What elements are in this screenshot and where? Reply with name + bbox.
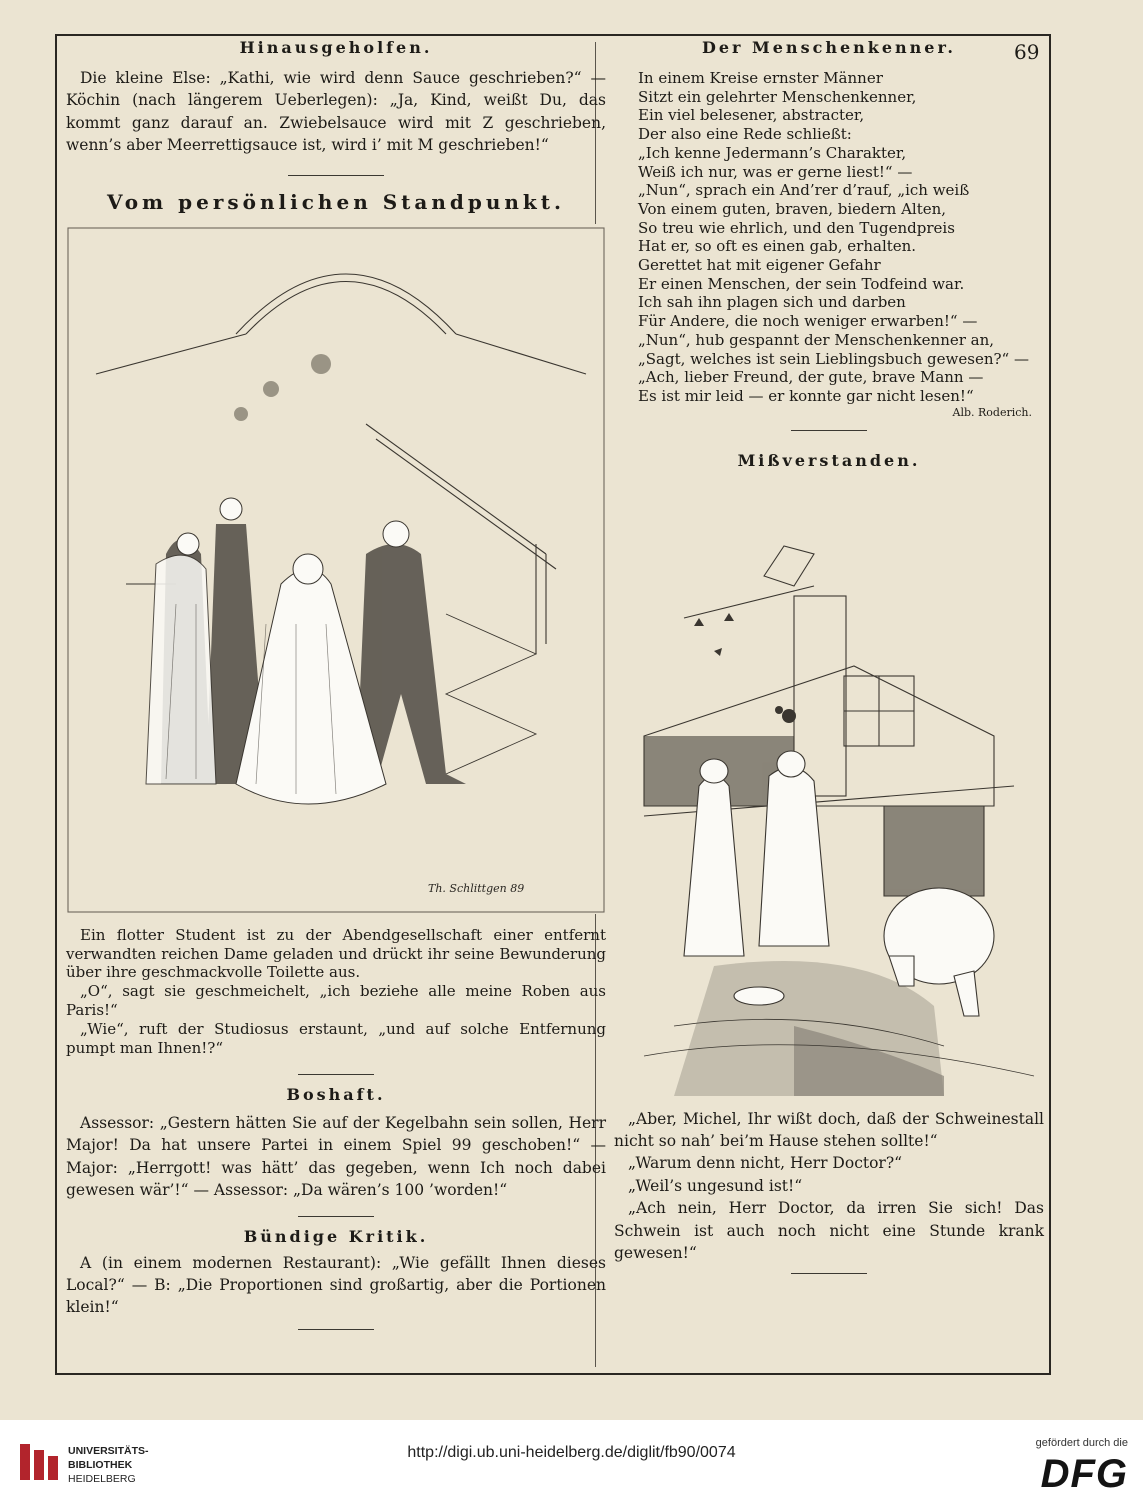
library-name-line: BIBLIOTHEK <box>68 1459 133 1471</box>
page-number: 69 <box>1014 40 1040 64</box>
article-title: Mißverstanden. <box>737 450 921 470</box>
section-rule <box>288 175 384 176</box>
article-title: Vom persönlichen Standpunkt. <box>107 189 565 214</box>
standpunkt-text <box>66 926 606 1058</box>
poem-line: „Nun“, hub gespannt der Menschenkenner an, <box>638 330 995 349</box>
article-paragraph: „Warum denn nicht, Herr Doctor?“ <box>628 1154 903 1173</box>
article-paragraph: „Ach nein, Herr Doctor, da irren Sie sich! Das Schwein ist auch noch nicht eine Stunde krank gewesen!“ <box>614 1199 1044 1263</box>
article-paragraph: „Wie“, ruft der Studiosus erstaunt, „und auf solche Entfernung pumpt man Ihnen!?“ <box>66 1020 606 1058</box>
poem-menschenkenner <box>614 38 1044 420</box>
article-buendige-kritik <box>66 1227 606 1319</box>
poem-line: Sitzt ein gelehrter Menschenkenner, <box>638 87 917 106</box>
section-rule <box>791 1273 867 1274</box>
right-column <box>614 38 1044 1274</box>
poem-line: Gerettet hat mit eigener Gefahr <box>638 256 881 275</box>
poem-line: Ich sah ihn plagen sich und darben <box>638 293 906 312</box>
article-title: Bündige Kritik. <box>243 1226 429 1246</box>
article-boshaft <box>66 1085 606 1202</box>
ballroom-illustration <box>66 224 606 914</box>
article-hinausgeholfen <box>66 38 606 157</box>
section-rule <box>791 430 867 431</box>
library-name-line: HEIDELBERG <box>68 1473 136 1485</box>
article-paragraph: „Weil’s ungesund ist!“ <box>628 1176 803 1195</box>
article-paragraph: Assessor: „Gestern hätten Sie auf der Kegelbahn sein sollen, Herr Major! Da hat unsere Partei in einem Spiel 99 geschoben!“ — Major: „Herrgott! was hätt’ das gegeben, wenn Ich noch dabei gewesen wär’!“ — Assessor: „Da wären’s 100 ’worden!“ <box>66 1113 606 1200</box>
viewer-footer <box>0 1420 1143 1508</box>
poem-line: So treu wie ehrlich, und den Tugendpreis <box>638 218 955 237</box>
article-standpunkt <box>66 190 606 1058</box>
permalink-url[interactable]: http://digi.ub.uni-heidelberg.de/diglit/fb90/0074 <box>407 1444 736 1461</box>
section-rule <box>298 1074 374 1075</box>
poem-author: Alb. Roderich. <box>952 405 1032 419</box>
article-paragraph: Die kleine Else: „Kathi, wie wird denn Sauce geschrieben?“ — Köchin (nach längerem Ueberlegen): „Ja, Kind, weißt Du, das kommt ganz darauf an. Zwiebelsauce wird mit Z geschrieben, wenn’s aber Meerrettigsauce ist, wird i’ mit M geschrieben!“ <box>66 69 606 155</box>
poem-line: Hat er, so oft es einen gab, erhalten. <box>638 237 917 256</box>
library-name-line: UNIVERSITÄTS- <box>68 1445 149 1457</box>
article-paragraph: Ein flotter Student ist zu der Abendgesellschaft einer entfernt verwandten reichen Dame geladen und drückt ihr seine Bewunderung über ihre geschmackvolle Toilette aus. <box>66 925 606 982</box>
dfg-logo: DFG <box>1040 1452 1128 1496</box>
poem-line: Für Andere, die noch weniger erwarben!“ — <box>638 312 978 331</box>
section-rule <box>298 1216 374 1217</box>
library-name <box>68 1444 149 1486</box>
article-paragraph: „O“, sagt sie geschmeichelt, „ich beziehe alle meine Roben aus Paris!“ <box>66 982 606 1020</box>
missverstanden-text <box>614 1108 1044 1265</box>
poem-line: „Ach, lieber Freund, der gute, brave Mann — <box>638 368 984 387</box>
article-missverstanden <box>614 451 1044 1265</box>
library-logo-icon <box>18 1440 62 1484</box>
poem-body <box>614 69 1044 406</box>
article-paragraph: „Aber, Michel, Ihr wißt doch, daß der Schweinestall nicht so nah’ bei’m Hause stehen sollte!“ <box>614 1109 1044 1151</box>
poem-line: Er einen Menschen, der sein Todfeind war. <box>638 274 965 293</box>
article-title: Boshaft. <box>286 1084 386 1104</box>
poem-title: Der Menschenkenner. <box>701 38 956 57</box>
poem-line: Der also eine Rede schließt: <box>638 125 852 144</box>
poem-line: „Sagt, welches ist sein Lieblingsbuch gewesen?“ — <box>638 349 1029 368</box>
left-column <box>66 38 606 1330</box>
farmyard-illustration <box>614 486 1044 1096</box>
illustration-signature: Th. Schlittgen 89 <box>428 881 525 895</box>
poem-line: „Ich kenne Jedermann’s Charakter, <box>638 143 907 162</box>
poem-line: Von einem guten, braven, biedern Alten, <box>638 199 947 218</box>
funded-by-label: gefördert durch die <box>1035 1437 1128 1449</box>
poem-line: „Nun“, sprach ein And’rer d’rauf, „ich weiß <box>638 181 970 200</box>
poem-line: Ein viel belesener, abstracter, <box>638 106 865 125</box>
article-title: Hinausgeholfen. <box>239 38 433 57</box>
poem-line: In einem Kreise ernster Männer <box>638 69 883 87</box>
section-rule <box>298 1329 374 1330</box>
poem-line: Es ist mir leid — er konnte gar nicht lesen!“ <box>638 386 974 405</box>
poem-line: Weiß ich nur, was er gerne liest!“ — <box>638 162 913 181</box>
article-paragraph: A (in einem modernen Restaurant): „Wie gefällt Ihnen dieses Local?“ — B: „Die Proportionen sind großartig, aber die Portionen klein!“ <box>66 1253 606 1317</box>
